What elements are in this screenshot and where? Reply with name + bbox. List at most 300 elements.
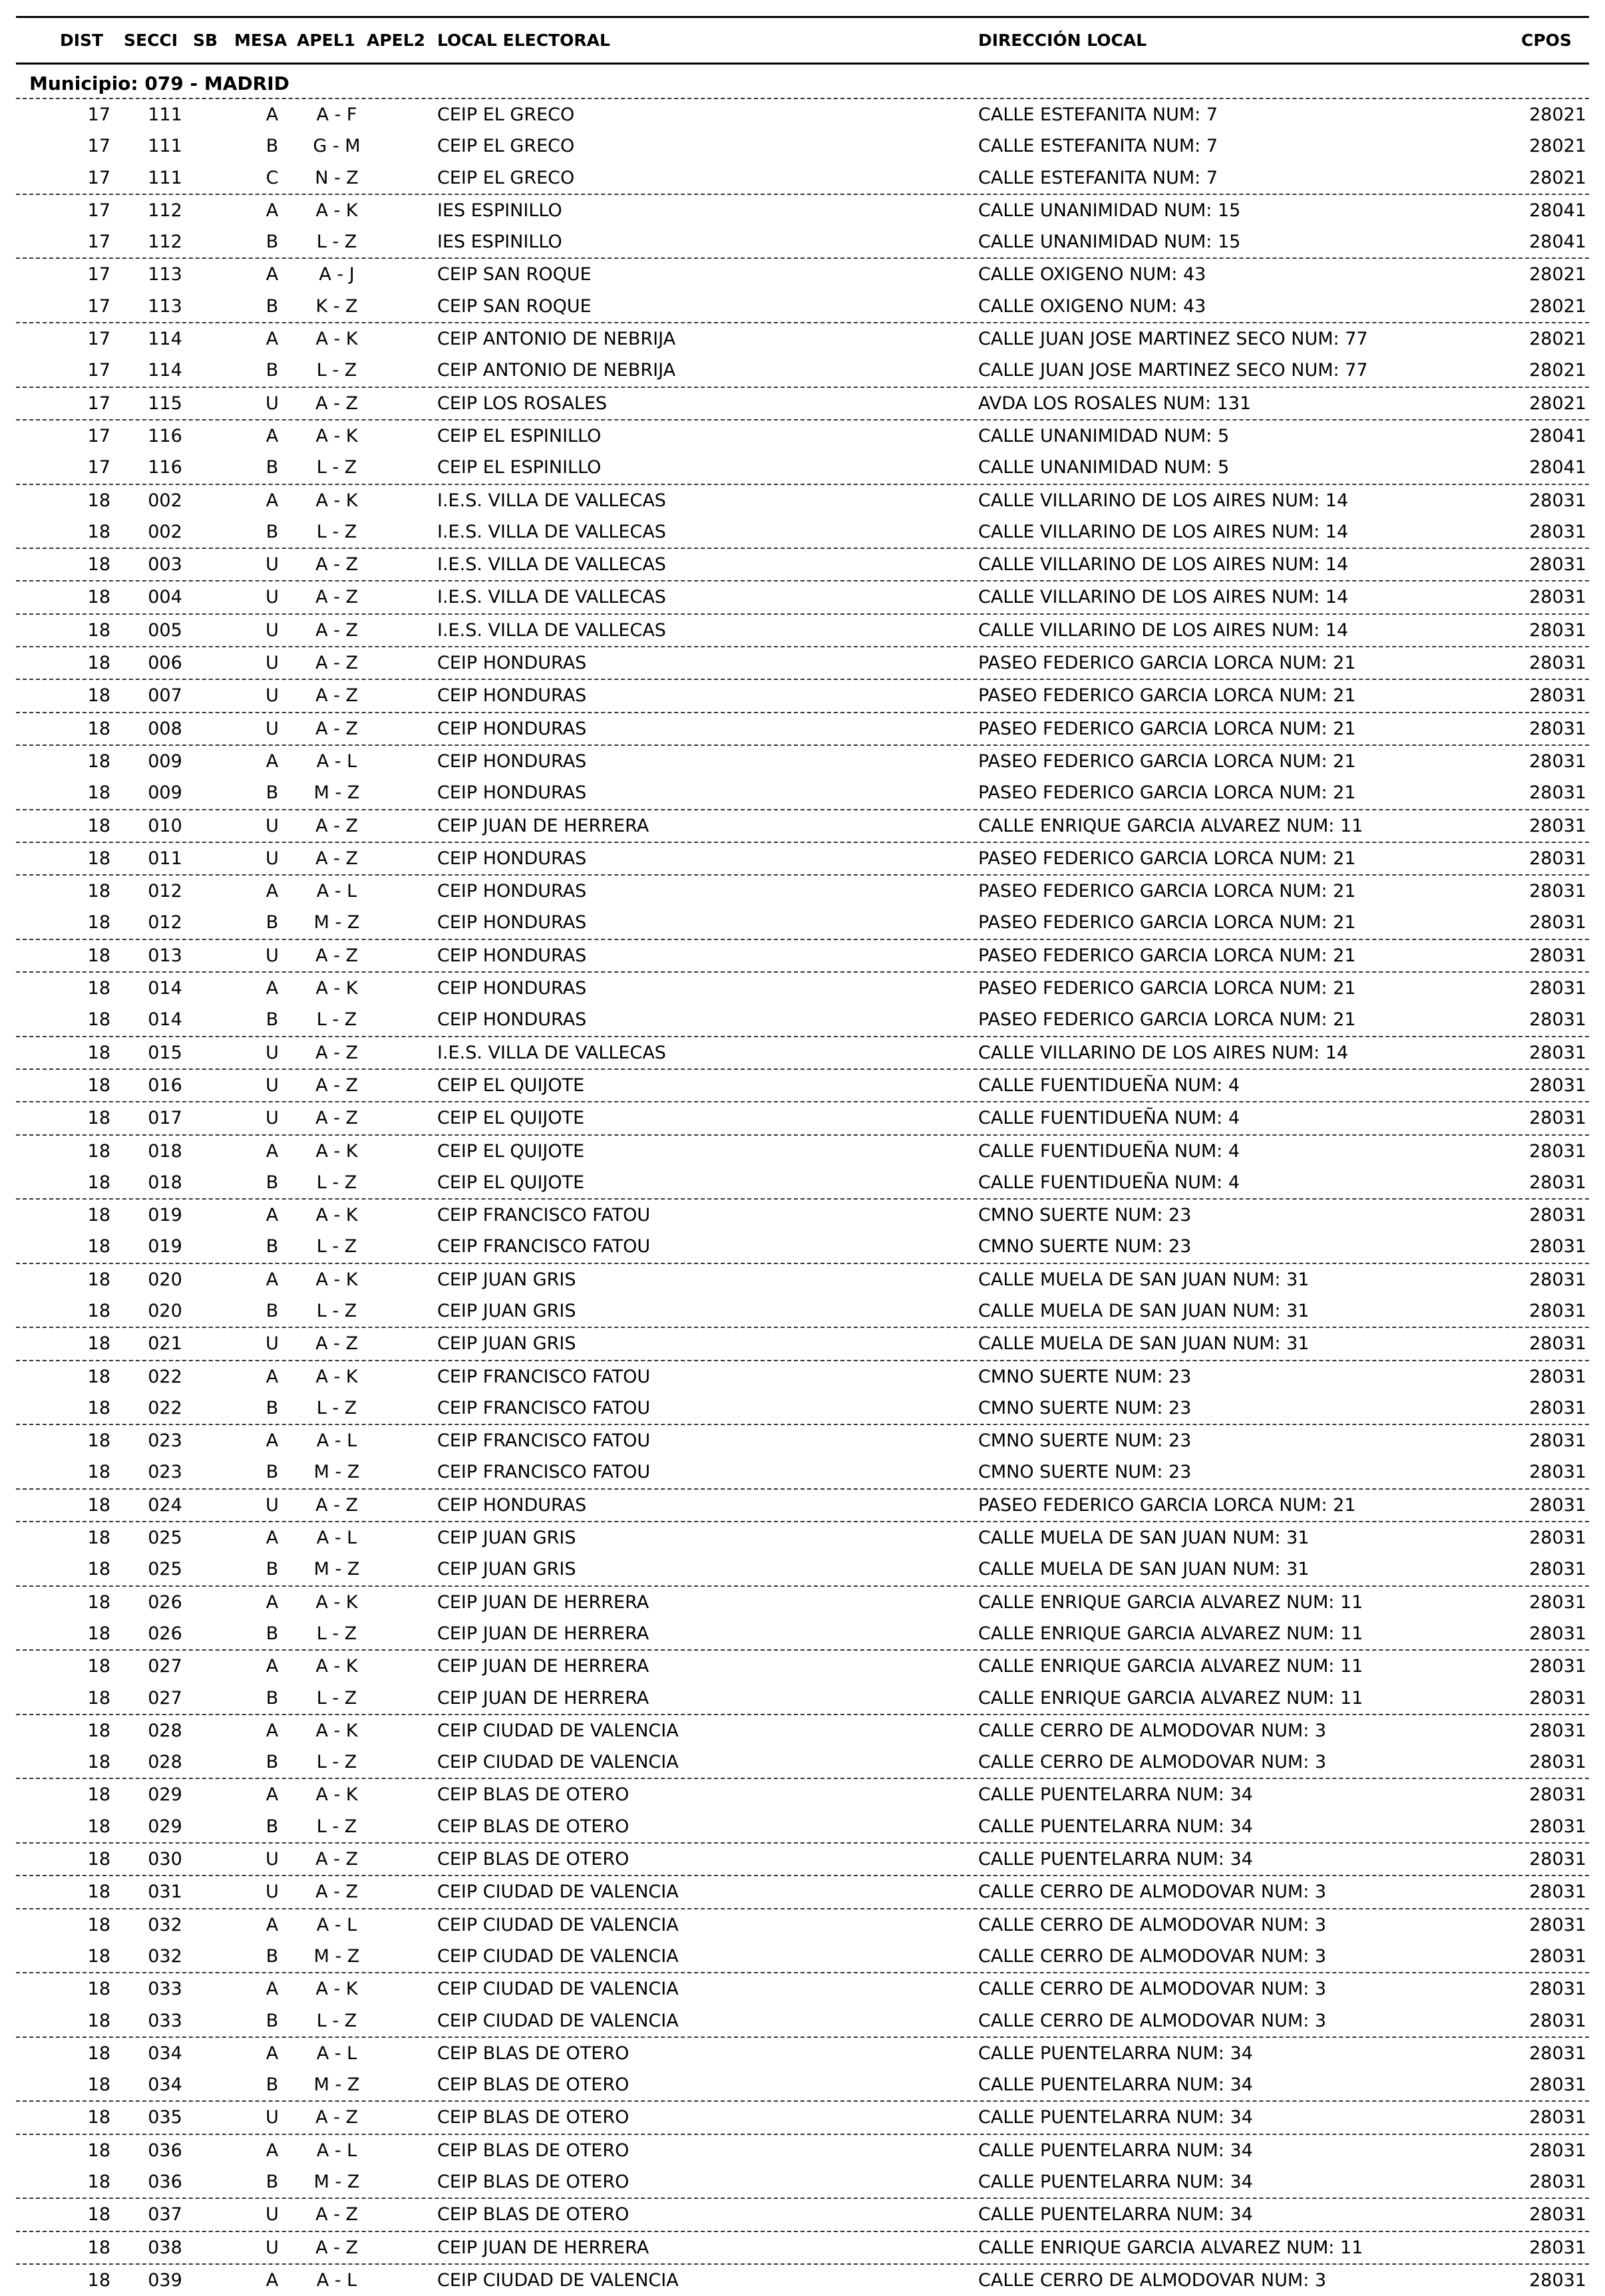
cell-mesa: B	[266, 136, 279, 157]
cell-cpos: 28031	[1529, 554, 1586, 575]
cell-local: CEIP FRANCISCO FATOU	[437, 1430, 651, 1452]
cell-local: CEIP HONDURAS	[437, 718, 587, 739]
cell-secci: 039	[148, 2269, 182, 2291]
cell-secci: 032	[148, 1945, 182, 1967]
cell-direccion: CALLE PUENTELARRA NUM: 34	[978, 2043, 1253, 2064]
cell-cpos: 28031	[1529, 1528, 1586, 1549]
cell-secci: 012	[148, 912, 182, 933]
cell-local: CEIP EL GRECO	[437, 104, 575, 125]
col-header-cpos: CPOS	[1521, 31, 1572, 50]
cell-dist: 18	[87, 619, 110, 641]
col-header-mesa: MESA	[234, 31, 287, 50]
cell-apel1: L - Z	[316, 457, 357, 478]
cell-local: CEIP JUAN DE HERRERA	[437, 1623, 649, 1644]
cell-dist: 18	[87, 587, 110, 608]
table-row	[16, 1134, 1589, 1167]
table-row	[16, 712, 1589, 744]
table-row	[16, 1521, 1589, 1554]
cell-direccion: CALLE ENRIQUE GARCIA ALVAREZ NUM: 11	[978, 1656, 1363, 1677]
cell-mesa: C	[266, 167, 279, 188]
cell-secci: 015	[148, 1042, 182, 1063]
cell-secci: 111	[148, 136, 182, 157]
table-row	[16, 130, 1589, 162]
cell-mesa: U	[266, 718, 279, 739]
cell-cpos: 28031	[1529, 1914, 1586, 1935]
cell-dist: 18	[87, 1397, 110, 1418]
cell-apel1: A - Z	[315, 619, 358, 641]
cell-dist: 18	[87, 945, 110, 966]
cell-secci: 005	[148, 619, 182, 641]
cell-local: CEIP HONDURAS	[437, 881, 587, 902]
cell-apel1: A - Z	[315, 554, 358, 575]
cell-cpos: 28031	[1529, 2043, 1586, 2064]
cell-mesa: A	[266, 2140, 279, 2161]
cell-direccion: CALLE CERRO DE ALMODOVAR NUM: 3	[978, 1979, 1327, 2000]
cell-mesa: A	[266, 490, 279, 511]
table-row	[16, 2231, 1589, 2263]
cell-secci: 112	[148, 200, 182, 221]
cell-cpos: 28021	[1529, 104, 1586, 125]
cell-apel1: A - K	[315, 200, 358, 221]
table-row	[16, 1198, 1589, 1231]
cell-dist: 18	[87, 1366, 110, 1387]
cell-local: CEIP BLAS DE OTERO	[437, 1849, 629, 1870]
cell-dist: 17	[87, 457, 110, 478]
cell-secci: 009	[148, 782, 182, 804]
cell-apel1: L - Z	[316, 1236, 357, 1257]
cell-secci: 018	[148, 1172, 182, 1193]
table-body	[16, 98, 1589, 2296]
cell-direccion: CALLE PUENTELARRA NUM: 34	[978, 1849, 1253, 1870]
cell-direccion: CMNO SUERTE NUM: 23	[978, 1430, 1192, 1452]
cell-local: CEIP HONDURAS	[437, 1009, 587, 1031]
cell-secci: 036	[148, 2172, 182, 2192]
cell-local: CEIP HONDURAS	[437, 945, 587, 966]
cell-apel1: M - Z	[313, 2172, 360, 2192]
cell-direccion: CALLE UNANIMIDAD NUM: 15	[978, 232, 1241, 253]
cell-apel1: M - Z	[313, 912, 360, 933]
cell-mesa: B	[266, 521, 279, 542]
cell-local: CEIP CIUDAD DE VALENCIA	[437, 1914, 679, 1935]
table-row	[16, 1649, 1589, 1682]
cell-mesa: U	[266, 1108, 279, 1129]
cell-dist: 18	[87, 750, 110, 772]
cell-dist: 17	[87, 167, 110, 188]
table-row	[16, 580, 1589, 613]
cell-direccion: CALLE ENRIQUE GARCIA ALVAREZ NUM: 11	[978, 2237, 1363, 2258]
cell-mesa: B	[266, 1687, 279, 1709]
cell-cpos: 28031	[1529, 782, 1586, 804]
cell-cpos: 28031	[1529, 1236, 1586, 1257]
cell-secci: 035	[148, 2107, 182, 2128]
cell-cpos: 28031	[1529, 1430, 1586, 1452]
cell-apel1: A - Z	[315, 1494, 358, 1516]
cell-secci: 018	[148, 1140, 182, 1162]
cell-local: CEIP FRANCISCO FATOU	[437, 1366, 651, 1387]
cell-mesa: A	[266, 2269, 279, 2291]
table-row	[16, 226, 1589, 257]
cell-cpos: 28031	[1529, 912, 1586, 933]
cell-cpos: 28031	[1529, 1656, 1586, 1677]
cell-dist: 18	[87, 1042, 110, 1063]
cell-cpos: 28031	[1529, 1559, 1586, 1580]
cell-secci: 022	[148, 1397, 182, 1418]
cell-local: CEIP FRANCISCO FATOU	[437, 1397, 651, 1418]
cell-local: CEIP JUAN GRIS	[437, 1333, 576, 1355]
cell-cpos: 28031	[1529, 848, 1586, 869]
cell-local: CEIP EL QUIJOTE	[437, 1108, 585, 1129]
cell-mesa: U	[266, 1042, 279, 1063]
cell-dist: 18	[87, 653, 110, 674]
cell-cpos: 28041	[1529, 200, 1586, 221]
cell-mesa: A	[266, 1656, 279, 1677]
cell-cpos: 28031	[1529, 1397, 1586, 1418]
cell-local: CEIP BLAS DE OTERO	[437, 2043, 629, 2064]
cell-direccion: CALLE ESTEFANITA NUM: 7	[978, 167, 1218, 188]
cell-cpos: 28031	[1529, 1333, 1586, 1355]
cell-dist: 18	[87, 1074, 110, 1096]
cell-mesa: B	[266, 912, 279, 933]
cell-cpos: 28031	[1529, 1172, 1586, 1193]
table-row	[16, 1585, 1589, 1618]
cell-cpos: 28031	[1529, 2140, 1586, 2161]
cell-secci: 017	[148, 1108, 182, 1129]
cell-secci: 034	[148, 2043, 182, 2064]
cell-local: I.E.S. VILLA DE VALLECAS	[437, 554, 666, 575]
cell-dist: 18	[87, 2074, 110, 2096]
cell-mesa: B	[266, 1945, 279, 1967]
cell-local: CEIP JUAN DE HERRERA	[437, 815, 649, 836]
cell-mesa: U	[266, 815, 279, 836]
cell-secci: 002	[148, 490, 182, 511]
cell-mesa: U	[266, 945, 279, 966]
cell-mesa: A	[266, 200, 279, 221]
cell-apel1: A - Z	[315, 1882, 358, 1903]
cell-local: CEIP JUAN DE HERRERA	[437, 2237, 649, 2258]
cell-local: CEIP BLAS DE OTERO	[437, 2172, 629, 2192]
cell-cpos: 28031	[1529, 1042, 1586, 1063]
cell-cpos: 28031	[1529, 521, 1586, 542]
cell-secci: 112	[148, 232, 182, 253]
cell-cpos: 28031	[1529, 1366, 1586, 1387]
cell-cpos: 28031	[1529, 1882, 1586, 1903]
cell-apel1: N - Z	[315, 167, 359, 188]
cell-direccion: CALLE VILLARINO DE LOS AIRES NUM: 14	[978, 1042, 1349, 1063]
cell-local: CEIP BLAS DE OTERO	[437, 2204, 629, 2225]
cell-dist: 18	[87, 1205, 110, 1226]
table-row	[16, 1295, 1589, 1327]
table-row	[16, 1941, 1589, 1972]
cell-secci: 014	[148, 1009, 182, 1031]
cell-apel1: A - K	[315, 978, 358, 999]
cell-local: I.E.S. VILLA DE VALLECAS	[437, 619, 666, 641]
cell-local: CEIP CIUDAD DE VALENCIA	[437, 1720, 679, 1741]
cell-mesa: A	[266, 1914, 279, 1935]
cell-secci: 026	[148, 1623, 182, 1644]
cell-mesa: U	[266, 1494, 279, 1516]
cell-secci: 114	[148, 360, 182, 381]
cell-mesa: U	[266, 1333, 279, 1355]
cell-direccion: CMNO SUERTE NUM: 23	[978, 1397, 1192, 1418]
cell-local: CEIP CIUDAD DE VALENCIA	[437, 2269, 679, 2291]
cell-apel1: L - Z	[316, 2010, 357, 2031]
cell-secci: 007	[148, 685, 182, 707]
cell-mesa: U	[266, 1882, 279, 1903]
cell-dist: 18	[87, 2140, 110, 2161]
cell-apel1: A - Z	[315, 1108, 358, 1129]
table-row	[16, 744, 1589, 777]
table-row	[16, 646, 1589, 679]
table-row	[16, 1618, 1589, 1649]
cell-apel1: A - K	[315, 1269, 358, 1290]
cell-apel1: A - Z	[315, 653, 358, 674]
table-row	[16, 907, 1589, 938]
table-row	[16, 162, 1589, 194]
cell-apel1: A - L	[316, 2043, 357, 2064]
cell-mesa: A	[266, 1720, 279, 1741]
cell-local: CEIP HONDURAS	[437, 978, 587, 999]
cell-direccion: CALLE VILLARINO DE LOS AIRES NUM: 14	[978, 554, 1349, 575]
cell-apel1: K - Z	[315, 295, 358, 317]
cell-cpos: 28031	[1529, 490, 1586, 511]
cell-apel1: A - L	[316, 881, 357, 902]
cell-apel1: A - Z	[315, 2107, 358, 2128]
cell-mesa: U	[266, 393, 279, 414]
cell-mesa: A	[266, 750, 279, 772]
table-row	[16, 1036, 1589, 1068]
cell-dist: 17	[87, 393, 110, 414]
cell-direccion: PASEO FEDERICO GARCIA LORCA NUM: 21	[978, 782, 1356, 804]
cell-direccion: CALLE VILLARINO DE LOS AIRES NUM: 14	[978, 490, 1349, 511]
table-row	[16, 971, 1589, 1004]
cell-dist: 18	[87, 815, 110, 836]
cell-apel1: A - Z	[315, 945, 358, 966]
cell-direccion: CALLE MUELA DE SAN JUAN NUM: 31	[978, 1300, 1310, 1321]
table-row	[16, 1101, 1589, 1134]
table-row	[16, 355, 1589, 386]
cell-apel1: L - Z	[316, 521, 357, 542]
cell-direccion: AVDA LOS ROSALES NUM: 131	[978, 393, 1252, 414]
table-row	[16, 2069, 1589, 2100]
table-row	[16, 1004, 1589, 1035]
cell-local: CEIP SAN ROQUE	[437, 295, 592, 317]
cell-apel1: L - Z	[316, 1752, 357, 1773]
cell-dist: 18	[87, 685, 110, 707]
cell-cpos: 28031	[1529, 619, 1586, 641]
cell-direccion: CALLE CERRO DE ALMODOVAR NUM: 3	[978, 2010, 1327, 2031]
cell-cpos: 28031	[1529, 2172, 1586, 2192]
table-row	[16, 939, 1589, 971]
cell-secci: 021	[148, 1333, 182, 1355]
cell-mesa: U	[266, 587, 279, 608]
cell-secci: 028	[148, 1720, 182, 1741]
cell-secci: 116	[148, 425, 182, 446]
cell-direccion: CALLE FUENTIDUEÑA NUM: 4	[978, 1074, 1240, 1096]
cell-direccion: CALLE VILLARINO DE LOS AIRES NUM: 14	[978, 587, 1349, 608]
cell-local: CEIP EL ESPINILLO	[437, 425, 602, 446]
cell-cpos: 28031	[1529, 2237, 1586, 2258]
cell-direccion: CALLE VILLARINO DE LOS AIRES NUM: 14	[978, 521, 1349, 542]
cell-direccion: PASEO FEDERICO GARCIA LORCA NUM: 21	[978, 1494, 1356, 1516]
cell-mesa: U	[266, 2107, 279, 2128]
cell-dist: 17	[87, 136, 110, 157]
table-row	[16, 194, 1589, 226]
cell-apel1: A - Z	[315, 1849, 358, 1870]
cell-direccion: CALLE MUELA DE SAN JUAN NUM: 31	[978, 1269, 1310, 1290]
cell-local: CEIP JUAN DE HERRERA	[437, 1656, 649, 1677]
cell-mesa: U	[266, 1074, 279, 1096]
cell-dist: 18	[87, 2237, 110, 2258]
cell-dist: 18	[87, 1108, 110, 1129]
cell-cpos: 28031	[1529, 881, 1586, 902]
table-row	[16, 809, 1589, 842]
cell-cpos: 28031	[1529, 1979, 1586, 2000]
cell-secci: 027	[148, 1687, 182, 1709]
table-row	[16, 1746, 1589, 1778]
cell-direccion: CALLE ESTEFANITA NUM: 7	[978, 136, 1218, 157]
cell-mesa: A	[266, 1140, 279, 1162]
cell-secci: 012	[148, 881, 182, 902]
cell-local: CEIP EL QUIJOTE	[437, 1140, 585, 1162]
table-row	[16, 548, 1589, 580]
table-row	[16, 419, 1589, 452]
cell-dist: 18	[87, 1914, 110, 1935]
cell-local: CEIP JUAN GRIS	[437, 1269, 576, 1290]
cell-local: CEIP JUAN GRIS	[437, 1559, 576, 1580]
cell-dist: 17	[87, 232, 110, 253]
cell-dist: 18	[87, 1333, 110, 1355]
cell-secci: 025	[148, 1528, 182, 1549]
cell-apel1: A - K	[315, 1366, 358, 1387]
cell-dist: 18	[87, 1687, 110, 1709]
cell-cpos: 28031	[1529, 1494, 1586, 1516]
cell-local: CEIP JUAN GRIS	[437, 1528, 576, 1549]
cell-direccion: PASEO FEDERICO GARCIA LORCA NUM: 21	[978, 750, 1356, 772]
cell-apel1: A - F	[316, 104, 357, 125]
cell-cpos: 28021	[1529, 136, 1586, 157]
cell-dist: 18	[87, 1849, 110, 1870]
cell-secci: 019	[148, 1205, 182, 1226]
cell-dist: 18	[87, 1559, 110, 1580]
table-row	[16, 1714, 1589, 1746]
cell-secci: 010	[148, 815, 182, 836]
cell-mesa: B	[266, 782, 279, 804]
cell-apel1: A - Z	[315, 685, 358, 707]
cell-direccion: CALLE ESTEFANITA NUM: 7	[978, 104, 1218, 125]
cell-apel1: A - K	[315, 1205, 358, 1226]
cell-cpos: 28031	[1529, 1784, 1586, 1806]
table-row	[16, 1908, 1589, 1941]
cell-local: CEIP HONDURAS	[437, 1494, 587, 1516]
table-row	[16, 1554, 1589, 1585]
cell-secci: 019	[148, 1236, 182, 1257]
cell-direccion: CALLE PUENTELARRA NUM: 34	[978, 2074, 1253, 2096]
cell-local: CEIP CIUDAD DE VALENCIA	[437, 1752, 679, 1773]
cell-cpos: 28031	[1529, 685, 1586, 707]
municipio-heading: Municipio: 079 - MADRID	[29, 73, 289, 94]
cell-secci: 024	[148, 1494, 182, 1516]
cell-cpos: 28041	[1529, 457, 1586, 478]
cell-direccion: CALLE FUENTIDUEÑA NUM: 4	[978, 1140, 1240, 1162]
cell-cpos: 28031	[1529, 1720, 1586, 1741]
cell-cpos: 28031	[1529, 1816, 1586, 1837]
cell-direccion: PASEO FEDERICO GARCIA LORCA NUM: 21	[978, 1009, 1356, 1031]
cell-apel1: A - Z	[315, 2204, 358, 2225]
table-row	[16, 2100, 1589, 2133]
cell-secci: 004	[148, 587, 182, 608]
cell-secci: 111	[148, 104, 182, 125]
table-row	[16, 874, 1589, 907]
cell-mesa: U	[266, 1849, 279, 1870]
cell-secci: 033	[148, 1979, 182, 2000]
cell-dist: 18	[87, 2204, 110, 2225]
cell-secci: 114	[148, 329, 182, 350]
cell-secci: 023	[148, 1462, 182, 1483]
cell-cpos: 28031	[1529, 1752, 1586, 1773]
table-row	[16, 2037, 1589, 2069]
cell-mesa: B	[266, 1397, 279, 1418]
cell-secci: 003	[148, 554, 182, 575]
cell-cpos: 28021	[1529, 360, 1586, 381]
cell-apel1: A - L	[316, 2269, 357, 2291]
cell-direccion: CALLE UNANIMIDAD NUM: 5	[978, 457, 1230, 478]
cell-apel1: A - Z	[315, 2237, 358, 2258]
cell-local: CEIP EL GRECO	[437, 167, 575, 188]
cell-apel1: A - Z	[315, 587, 358, 608]
col-header-apel2: APEL2	[367, 31, 426, 50]
cell-dist: 18	[87, 1269, 110, 1290]
cell-direccion: CALLE CERRO DE ALMODOVAR NUM: 3	[978, 1945, 1327, 1967]
cell-secci: 013	[148, 945, 182, 966]
cell-dist: 17	[87, 425, 110, 446]
cell-local: CEIP LOS ROSALES	[437, 393, 608, 414]
cell-local: CEIP EL GRECO	[437, 136, 575, 157]
cell-dist: 18	[87, 1140, 110, 1162]
cell-direccion: PASEO FEDERICO GARCIA LORCA NUM: 21	[978, 881, 1356, 902]
cell-dist: 18	[87, 1784, 110, 1806]
cell-local: CEIP BLAS DE OTERO	[437, 1816, 629, 1837]
cell-direccion: CALLE MUELA DE SAN JUAN NUM: 31	[978, 1559, 1310, 1580]
cell-dist: 18	[87, 881, 110, 902]
cell-direccion: CMNO SUERTE NUM: 23	[978, 1236, 1192, 1257]
cell-direccion: CALLE CERRO DE ALMODOVAR NUM: 3	[978, 1882, 1327, 1903]
cell-apel1: M - Z	[313, 1559, 360, 1580]
cell-direccion: CALLE OXIGENO NUM: 43	[978, 295, 1206, 317]
cell-apel1: L - Z	[316, 1300, 357, 1321]
cell-secci: 020	[148, 1269, 182, 1290]
table-row	[16, 1068, 1589, 1101]
cell-secci: 032	[148, 1914, 182, 1935]
cell-mesa: B	[266, 1009, 279, 1031]
cell-mesa: A	[266, 1366, 279, 1387]
cell-dist: 18	[87, 1882, 110, 1903]
cell-apel1: A - L	[316, 2140, 357, 2161]
cell-local: I.E.S. VILLA DE VALLECAS	[437, 1042, 666, 1063]
cell-apel1: A - K	[315, 1720, 358, 1741]
table-row	[16, 2005, 1589, 2037]
table-row	[16, 1167, 1589, 1198]
cell-cpos: 28031	[1529, 1300, 1586, 1321]
cell-local: CEIP HONDURAS	[437, 653, 587, 674]
cell-direccion: CALLE UNANIMIDAD NUM: 5	[978, 425, 1230, 446]
cell-secci: 113	[148, 264, 182, 285]
table-row	[16, 1424, 1589, 1456]
cell-direccion: CALLE PUENTELARRA NUM: 34	[978, 1816, 1253, 1837]
cell-dist: 18	[87, 2010, 110, 2031]
cell-cpos: 28031	[1529, 2010, 1586, 2031]
cell-cpos: 28031	[1529, 750, 1586, 772]
cell-cpos: 28031	[1529, 1205, 1586, 1226]
